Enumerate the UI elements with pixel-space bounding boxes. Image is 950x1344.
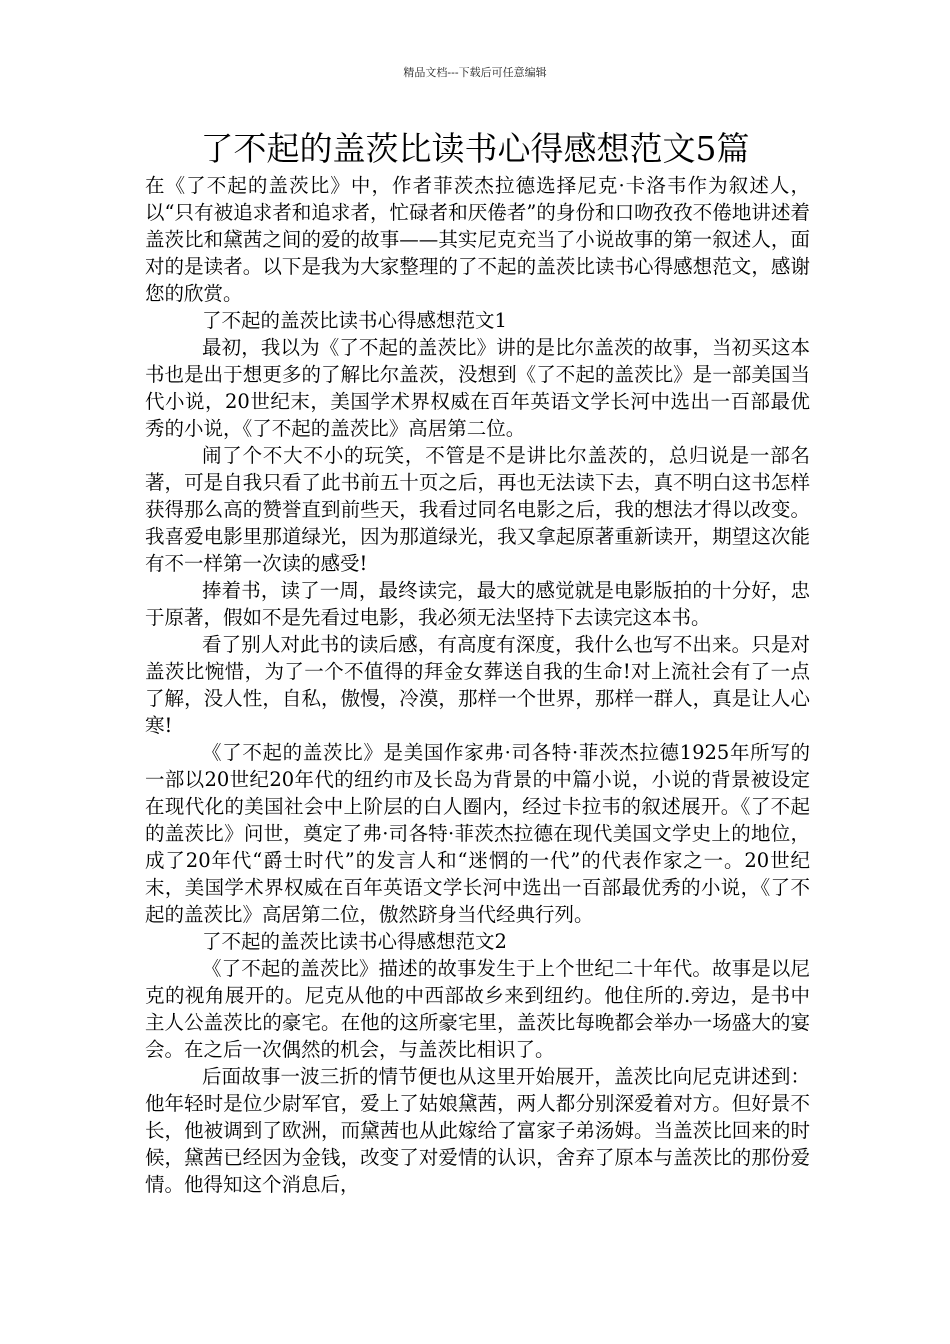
document-body <box>145 172 810 1198</box>
section-heading-1: 了不起的盖茨比读书心得感想范文1 <box>202 309 507 332</box>
paragraph: 最初，我以为《了不起的盖茨比》讲的是比尔盖茨的故事，当初买这本书也是出于想更多的了解比尔盖茨，没想到《了不起的盖茨比》是一部美国当代小说，20世纪末，美国学术界权威在百年英语文学长河中选出一百部最优秀的小说，《了不起的盖茨比》高居第二位。 <box>145 336 810 440</box>
intro-paragraph: 在《了不起的盖茨比》中，作者菲茨杰拉德选择尼克·卡洛韦作为叙述人，以“只有被追求者和追求者，忙碌者和厌倦者”的身份和口吻孜孜不倦地讲述着盖茨比和黛茜之间的爱的故事——其实尼克充当了小说故事的第一叙述人，面对的是读者。以下是我为大家整理的了不起的盖茨比读书心得感想范文，感谢您的欣赏。 <box>145 174 810 305</box>
paragraph: 闹了个不大不小的玩笑，不管是不是讲比尔盖茨的，总归说是一部名著，可是自我只看了此书前五十页之后，再也无法读下去，真不明白这书怎样获得那么高的赞誉直到前些天，我看过同名电影之后，我的想法才得以改变。我喜爱电影里那道绿光，因为那道绿光，我又拿起原著重新读开，期望这次能有不一样第一次读的感受! <box>145 444 810 575</box>
paragraph: 《了不起的盖茨比》是美国作家弗·司各特·菲茨杰拉德1925年所写的一部以20世纪20年代的纽约市及长岛为背景的中篇小说，小说的背景被设定在现代化的美国社会中上阶层的白人圈内，经过卡拉韦的叙述展开。《了不起的盖茨比》问世，奠定了弗·司各特·菲茨杰拉德在现代美国文学史上的地位，成了20年代“爵士时代”的发言人和“迷惘的一代”的代表作家之一。20世纪末，美国学术界权威在百年英语文学长河中选出一百部最优秀的小说，《了不起的盖茨比》高居第二位，傲然跻身当代经典行列。 <box>145 741 810 926</box>
paragraph: 《了不起的盖茨比》描述的故事发生于上个世纪二十年代。故事是以尼克的视角展开的。尼克从他的中西部故乡来到纽约。他住所的.旁边，是书中主人公盖茨比的豪宅。在他的这所豪宅里，盖茨比每晚都会举办一场盛大的宴会。在之后一次偶然的机会，与盖茨比相识了。 <box>145 957 810 1061</box>
paragraph: 捧着书，读了一周，最终读完，最大的感觉就是电影版拍的十分好，忠于原著，假如不是先看过电影，我必须无法坚持下去读完这本书。 <box>145 579 810 629</box>
page-header: 精品文档---下载后可任意编辑 <box>403 66 547 79</box>
paragraph: 后面故事一波三折的情节便也从这里开始展开，盖茨比向尼克讲述到：他年轻时是位少尉军官，爱上了姑娘黛茜，两人都分别深爱着对方。但好景不长，他被调到了欧洲，而黛茜也从此嫁给了富家子弟汤姆。当盖茨比回来的时候，黛茜已经因为金钱，改变了对爱情的认识，舍弃了原本与盖茨比的那份爱情。他得知这个消息后， <box>145 1065 810 1196</box>
paragraph: 看了别人对此书的读后感，有高度有深度，我什么也写不出来。只是对盖茨比惋惜，为了一个不值得的拜金女葬送自我的生命!对上流社会有了一点了解，没人性，自私，傲慢，冷漠，那样一个世界，那样一群人，真是让人心寒! <box>145 633 810 737</box>
section-heading-2: 了不起的盖茨比读书心得感想范文2 <box>202 930 507 953</box>
document-title: 了不起的盖茨比读书心得感想范文5篇 <box>200 129 750 168</box>
